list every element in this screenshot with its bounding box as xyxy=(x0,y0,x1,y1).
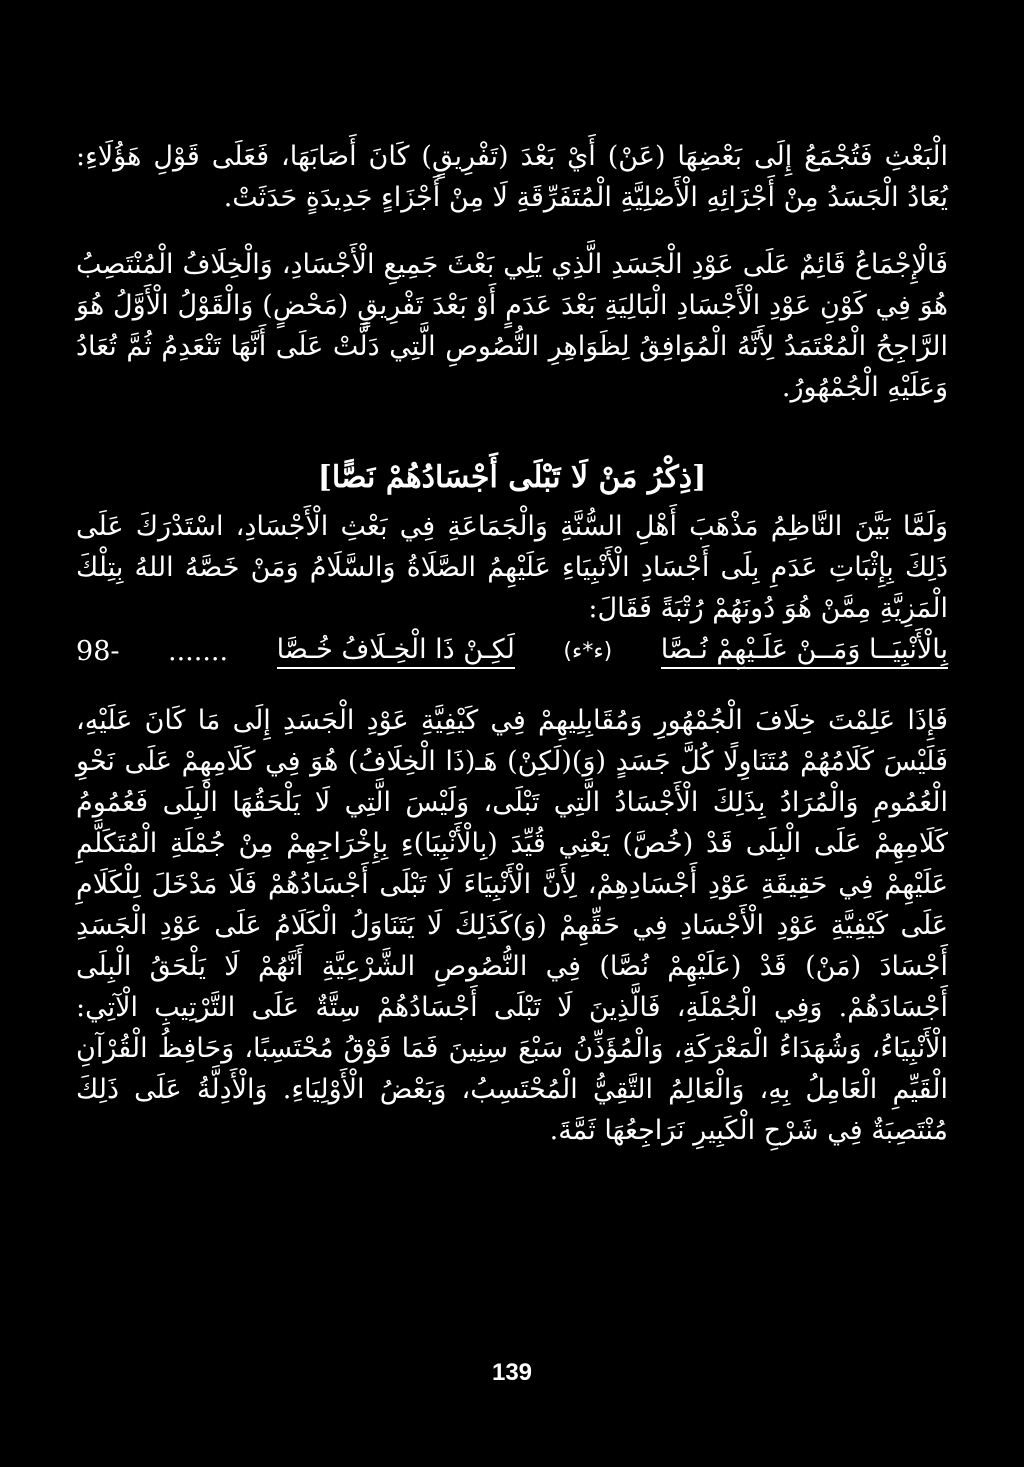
page-number: 139 xyxy=(491,1359,533,1386)
paragraph-body-4: فَإِذَا عَلِمْتَ خِلَافَ الْجُمْهُورِ وَمُقَابِلِيهِمْ فِي كَيْفِيَّةِ عَوْدِ الْجَسَدِ إِلَى مَا كَانَ عَلَيْهِ، فَلَيْسَ كَلَامُهُمْ مُتَنَاوِلًا كُلَّ جَسَدٍ (وَ)(لَكِنْ) هَـ(ذَا الْخِلَافُ) هُوَ فِي كَلَامِهِمْ عَلَى نَحْوِ الْعُمُومِ وَالْمُرَادُ بِذَلِكَ الْأَجْسَادُ الَّتِي تَبْلَى، وَلَيْسَ الَّتِي لَا يَلْحَقُهَا الْبِلَى فَعُمُومُ كَلَامِهِمْ عَلَى الْبِلَى قَدْ (خُصَّ) يَعْنِي قُيِّدَ (بِالْأَنْبِيَا)ءِ بِإِخْرَاجِهِمْ مِنْ جُمْلَةِ الْمُتَكَلَّمِ عَلَيْهِمْ فِي حَقِيقَةِ عَوْدِ أَجْسَادِهِمْ، لِأَنَّ الْأَنْبِيَاءَ لَا تَبْلَى أَجْسَادُهُمْ فَلَا مَدْخَلَ لِلْكَلَامِ عَلَى كَيْفِيَّةِ عَوْدِ الْأَجْسَادِ فِي حَقِّهِمْ (وَ)كَذَلِكَ لَا يَتَنَاوَلُ الْكَلَامُ عَلَى عَوْدِ الْجَسَدِ أَجْسَادَ (مَنْ) قَدْ (عَلَيْهِمْ نُصَّا) فِي النُّصُوصِ الشَّرْعِيَّةِ أَنَّهُمْ لَا يَلْحَقُ الْبِلَى أَجْسَادَهُمْ. وَفِي الْجُمْلَةِ، فَالَّذِينَ لَا تَبْلَى أَجْسَادُهُمْ سِتَّةٌ عَلَى التَّرْتِيبِ الْآتِي: الْأَنْبِيَاءُ، وَشُهَدَاءُ الْمَعْرَكَةِ، وَالْمُؤَذِّنُ سَبْعَ سِنِينَ فَمَا فَوْقُ مُحْتَسِبًا، وَحَافِظُ الْقُرْآنِ الْقَيِّمِ الْعَامِلُ بِهِ، وَالْعَالِمُ التَّقِيُّ الْمُحْتَسِبُ، وَبَعْضُ الْأَوْلِيَاءِ. وَالْأَدِلَّةُ عَلَى ذَلِكَ مُنْتَصِبَةٌ فِي شَرْحِ الْكَبِيرِ نَرَاجِعُهَا ثَمَّةَ. xyxy=(76,705,948,1146)
poem-ellipsis: ....... xyxy=(168,635,229,667)
paragraph-body-2: فَالْإِجْمَاعُ قَائِمٌ عَلَى عَوْدِ الْجَسَدِ الَّذِي يَلِي بَعْثَ جَمِيعِ الْأَجْسَادِ، وَالْخِلَافُ الْمُنْتَصِبُ هُوَ فِي كَوْنِ عَوْدِ الْأَجْسَادِ الْبَالِيَةِ بَعْدَ عَدَمٍ أَوْ بَعْدَ تَفْرِيقٍ (مَحْضٍ) وَالْقَوْلُ الْأَوَّلُ هُوَ الرَّاجِحُ الْمُعْتَمَدُ لِأَنَّهُ الْمُوَافِقُ لِظَوَاهِرِ النُّصُوصِ الَّتِي دَلَّتْ عَلَى أَنَّهَا تَنْعَدِمُ ثُمَّ تُعَادُ وَعَلَيْهِ الْجُمْهُورُ. xyxy=(76,249,948,403)
section-heading: [ذِكْرُ مَنْ لَا تَبْلَى أَجْسَادُهُمْ نَصًّا] xyxy=(317,460,707,495)
paragraph-body-1: الْبَعْثِ فَتُجْمَعُ إِلَى بَعْضِهَا (عَنْ) أَيْ بَعْدَ (تَفْرِيقٍ) كَانَ أَصَابَهَا، فَعَلَى قَوْلِ هَؤُلَاءِ: يُعَادُ الْجَسَدُ مِنْ أَجْزَائِهِ الْأَصْلِيَّةِ الْمُتَفَرِّقَةِ لَا مِنْ أَجْزَاءٍ جَدِيدَةٍ حَدَثَتْ. xyxy=(76,141,948,213)
poem-verse-98 xyxy=(76,626,948,676)
poem-second-hemistich: بِالْأَنْبِيَــا وَمَــنْ عَلَـيْهِمْ نُـصَّا xyxy=(661,634,948,669)
poem-separator-ornament: (ء*ء) xyxy=(563,638,613,664)
paragraph-body-3: وَلَمَّا بَيَّنَ النَّاظِمُ مَذْهَبَ أَهْلِ السُّنَّةِ وَالْجَمَاعَةِ فِي بَعْثِ الْأَجْسَادِ، اسْتَدْرَكَ عَلَى ذَلِكَ بِإِثْبَاتِ عَدَمِ بِلَى أَجْسَادِ الْأَنْبِيَاءِ عَلَيْهِمُ الصَّلَاةُ وَالسَّلَامُ وَمَنْ خَصَّهُ اللهُ بِتِلْكَ الْمَزِيَّةِ مِمَّنْ هُوَ دُونَهُمْ رُتْبَةً فَقَالَ: xyxy=(76,511,948,624)
poem-verse-number: 98- xyxy=(76,635,120,667)
poem-first-hemistich: لَكِـنْ ذَا الْخِـلَافُ خُـصَّا xyxy=(277,634,515,669)
